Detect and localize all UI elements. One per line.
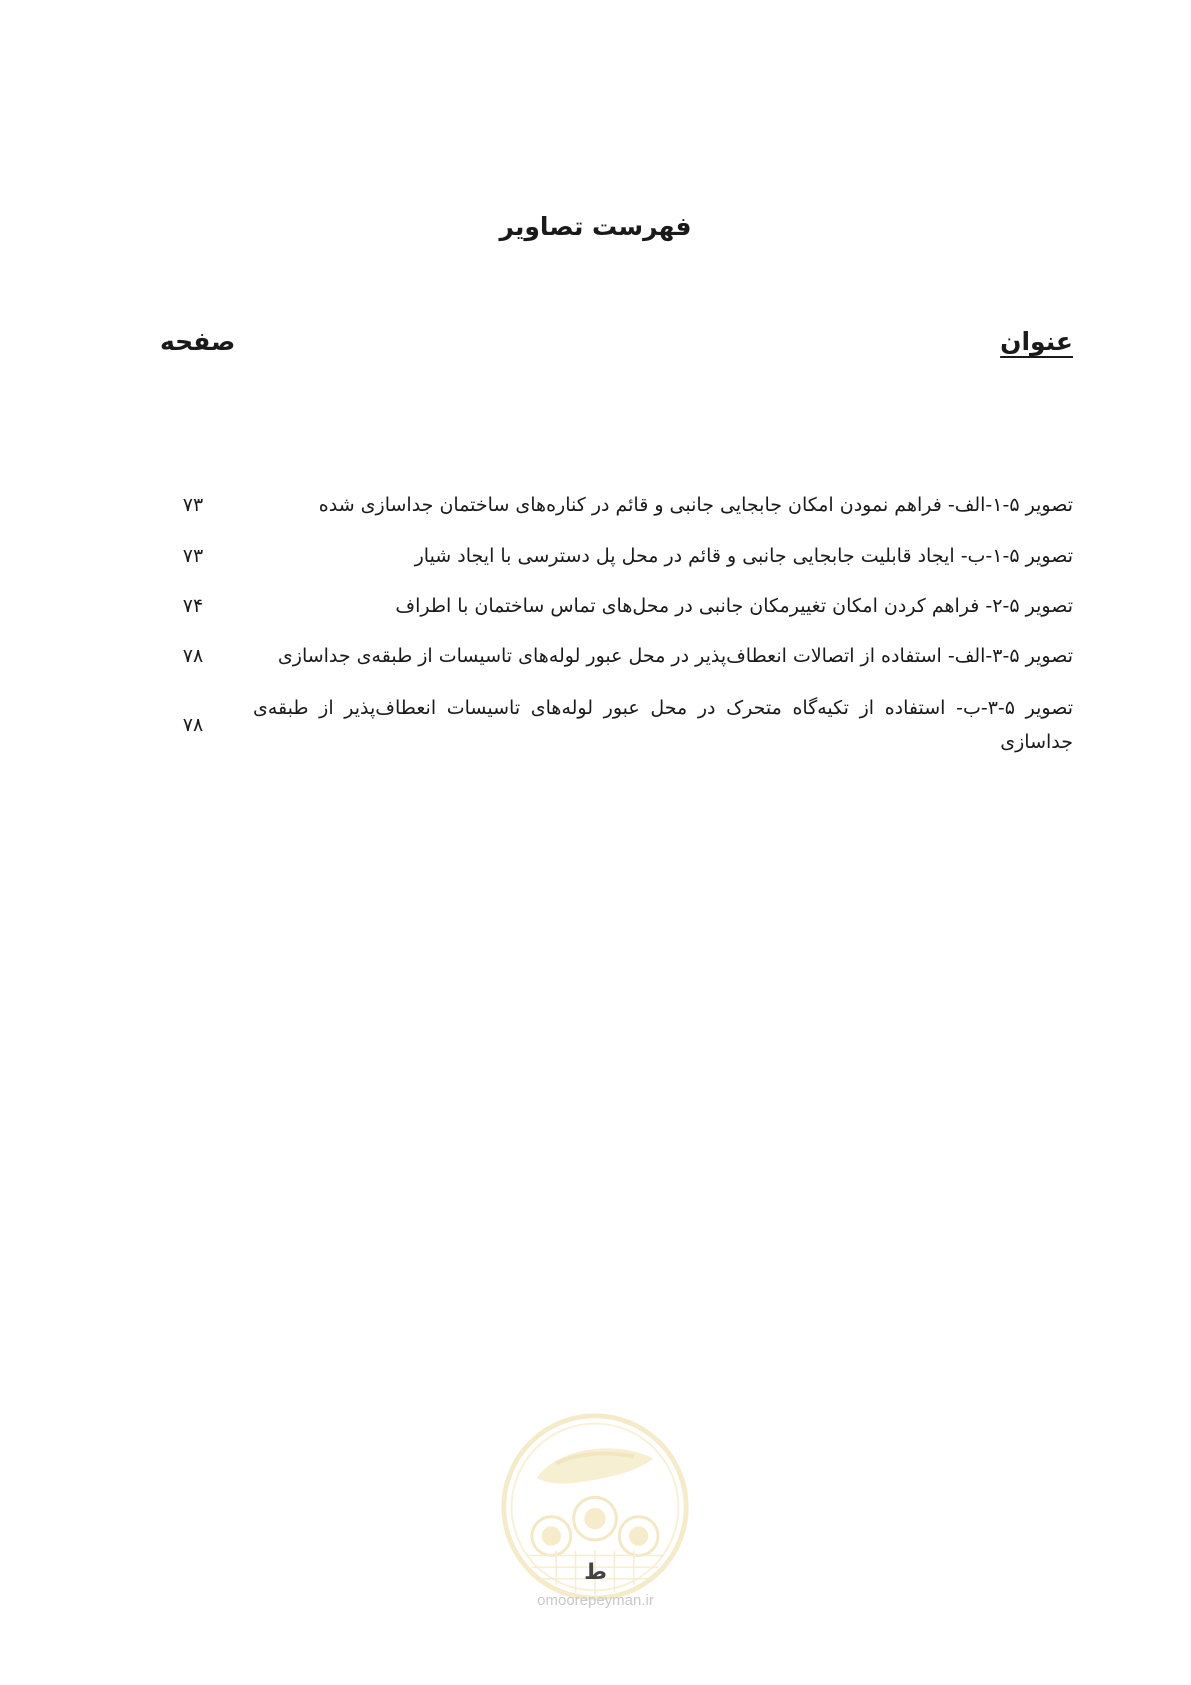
toc-entry-text: تصویر ۵-۱-ب- ایجاد قابلیت جابجایی جانبی و قائم در محل پل دسترسی با ایجاد شیار — [414, 545, 1073, 567]
toc-entry-page: ۷۳ — [182, 545, 204, 567]
column-header-page: صفحه — [160, 327, 236, 356]
website-watermark[interactable]: omoorepeyman.ir — [537, 1592, 654, 1609]
toc-entry[interactable] — [0, 488, 1191, 522]
column-header-title: عنوان — [1000, 327, 1073, 356]
toc-entry[interactable] — [0, 539, 1191, 573]
toc-entry[interactable] — [0, 639, 1191, 673]
toc-entry-page: ۷۴ — [182, 595, 204, 617]
toc-entry-page: ۷۸ — [182, 714, 204, 736]
toc-entry-page: ۷۳ — [182, 494, 204, 516]
toc-entry-text: تصویر ۵-۲- فراهم کردن امکان تغییرمکان جانبی در محل‌های تماس ساختمان با اطراف — [395, 595, 1073, 617]
toc-entry-text: تصویر ۵-۳-الف- استفاده از اتصالات انعطاف‌پذیر در محل عبور لوله‌های تاسیسات از طبقه‌ی جداسازی — [277, 645, 1073, 667]
page-number: ط — [584, 1560, 607, 1585]
toc-entry[interactable] — [0, 691, 1191, 759]
toc-entry-page: ۷۸ — [182, 645, 204, 667]
toc-entry[interactable] — [0, 589, 1191, 623]
toc-entry-text: تصویر ۵-۳-ب- استفاده از تکیه‌گاه متحرک در محل عبور لوله‌های تاسیسات انعطاف‌پذیر از طبقه‌ی جداسازی — [253, 697, 1073, 753]
toc-entry-text: تصویر ۵-۱-الف- فراهم نمودن امکان جابجایی جانبی و قائم در کناره‌های ساختمان جداسازی شده — [318, 494, 1073, 516]
page-title: فهرست تصاویر — [499, 212, 692, 241]
